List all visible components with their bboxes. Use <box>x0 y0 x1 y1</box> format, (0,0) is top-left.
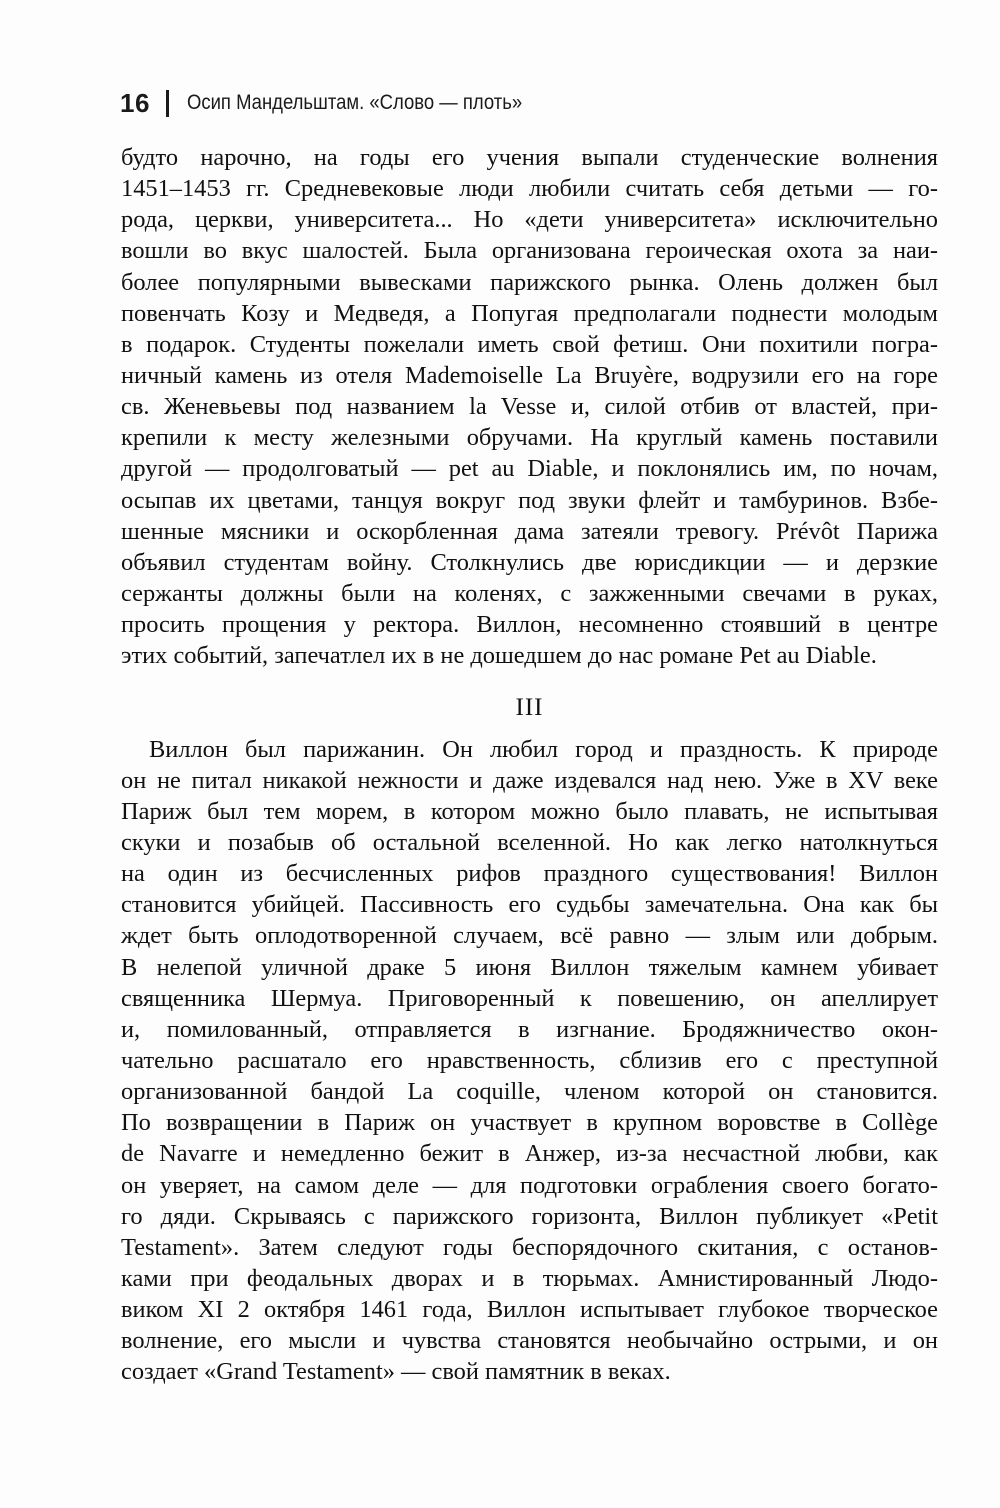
text-line: В нелепой уличной драке 5 июня Виллон тяжелым камнем убивает <box>121 953 938 981</box>
text-line: 1451–1453 гг. Средневековые люди любили считать себя детьми — го- <box>121 175 938 203</box>
text-line: По возвращении в Париж он участвует в крупном воровстве в Collège <box>121 1109 938 1137</box>
paragraph-1 <box>121 142 938 671</box>
text-line: более популярными вывесками парижского рынка. Олень должен был <box>121 268 938 296</box>
text-line: этих событий, запечатлел их в не дошедшем до нас романе Pet au Diable. <box>121 642 877 670</box>
text-line: крепили к месту железными обручами. На круглый камень поставили <box>121 424 938 452</box>
text-line: ничный камень из отеля Mademoiselle La Bruyère, водрузили его на горе <box>121 361 938 389</box>
text-line: священника Шермуа. Приговоренный к повешению, он апеллирует <box>121 984 938 1012</box>
text-line: другой — продолговатый — pet au Diable, и поклонялись им, по ночам, <box>121 455 938 483</box>
text-line: виком XI 2 октября 1461 года, Виллон испытывает глубокое творческое <box>121 1296 938 1324</box>
text-line: организованной бандой La coquille, членом которой он становится. <box>121 1078 938 1106</box>
text-line: ждет быть оплодотворенной случаем, всё равно — злым или добрым. <box>121 922 938 950</box>
text-line: становится убийцей. Пассивность его судьбы замечательна. Она как бы <box>121 891 938 919</box>
text-line: Виллон был парижанин. Он любил город и праздность. К природе <box>149 735 938 763</box>
text-line: го дяди. Скрываясь с парижского горизонта, Виллон публикует «Petit <box>121 1202 938 1230</box>
running-head-title: Осип Мандельштам. «Слово — плоть» <box>186 91 523 114</box>
text-line: осыпав их цветами, танцуя вокруг под звуки флейт и тамбуринов. Взбе- <box>121 486 938 514</box>
text-line: он уверяет, на самом деле — для подготовки ограбления своего богато- <box>121 1171 938 1199</box>
text-line: сержанты должны были на коленях, с зажженными свечами в руках, <box>121 579 938 607</box>
text-line: рода, церкви, университета... Но «дети университета» исключительно <box>121 206 938 234</box>
text-line: просить прощения у ректора. Виллон, несомненно стоявший в центре <box>121 611 938 639</box>
text-line: объявил студентам войну. Столкнулись две юрисдикции — и дерзкие <box>121 548 938 576</box>
text-line: создает «Grand Testament» — свой памятник в веках. <box>121 1358 671 1386</box>
text-line: вошли во вкус шалостей. Была организована героическая охота за наи- <box>121 237 938 265</box>
text-line: будто нарочно, на годы его учения выпали студенческие волнения <box>121 144 938 171</box>
text-line: чательно расшатало его нравственность, сблизив его с преступной <box>121 1046 938 1074</box>
text-line: в подарок. Студенты пожелали иметь свой фетиш. Они похитили погра- <box>121 330 938 358</box>
text-line: он не питал никакой нежности и даже издевался над нею. Уже в XV веке <box>121 766 938 794</box>
text-line: Париж был тем морем, в котором можно было плавать, не испытывая <box>121 797 938 825</box>
paragraph-2 <box>121 734 938 1388</box>
section-heading: III <box>515 694 544 722</box>
text-line: скуки и позабыв об остальной вселенной. Но как легко натолкнуться <box>121 828 938 856</box>
text-line: на один из бесчисленных рифов праздного существования! Виллон <box>121 860 938 888</box>
page-number: 16 <box>120 87 150 118</box>
text-line: de Navarre и немедленно бежит в Анжер, из-за несчастной любви, как <box>121 1140 938 1168</box>
text-line: и, помилованный, отправляется в изгнание. Бродяжничество окон- <box>121 1015 938 1043</box>
running-head-divider <box>166 90 169 117</box>
body-text <box>121 142 938 1387</box>
text-line: волнение, его мысли и чувства становятся необычайно острыми, и он <box>121 1327 938 1355</box>
text-line: св. Женевьевы под названием la Vesse и, силой отбив от властей, при- <box>121 393 938 421</box>
text-line: ками при феодальных дворах и в тюрьмах. Амнистированный Людо- <box>121 1264 938 1292</box>
text-line: шенные мясники и оскорбленная дама затеяли тревогу. Prévôt Парижа <box>121 517 938 545</box>
text-line: повенчать Козу и Медведя, а Попугая предполагали поднести молодым <box>121 299 938 327</box>
text-line: Testament». Затем следуют годы беспорядочного скитания, с останов- <box>121 1233 938 1261</box>
running-head <box>120 86 568 120</box>
